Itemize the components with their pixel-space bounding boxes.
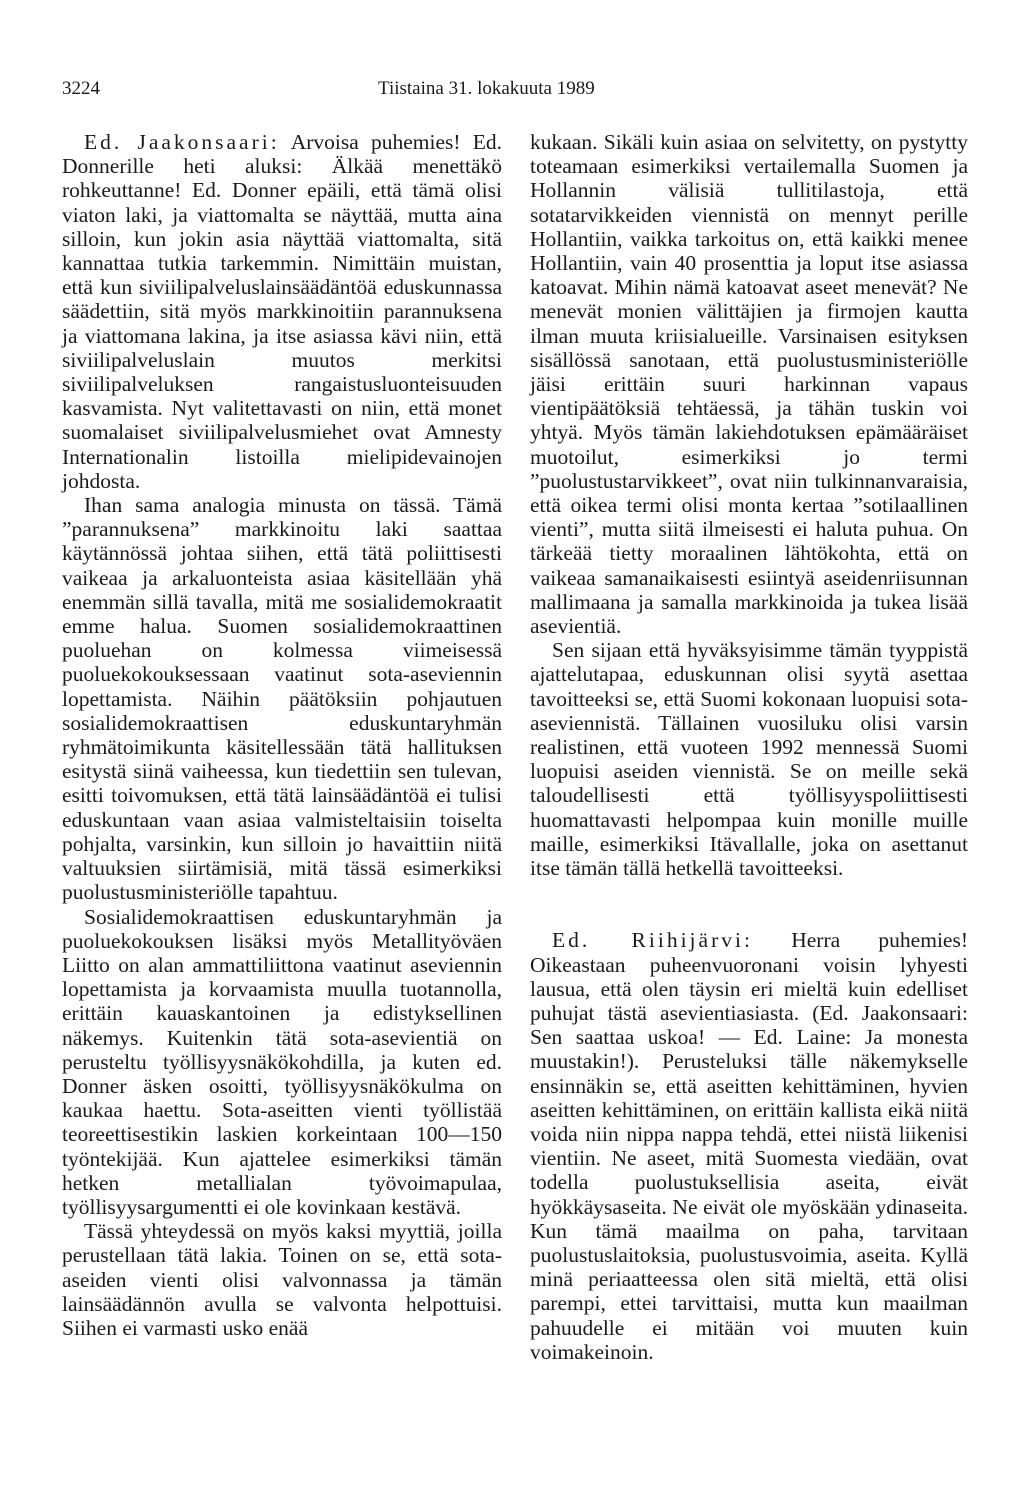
paragraph bbox=[62, 1219, 502, 1340]
paragraph bbox=[530, 638, 968, 880]
speaker-name: Ed. Jaakonsaari: bbox=[84, 130, 280, 154]
paragraph bbox=[62, 130, 502, 493]
page-header-title: Tiistaina 31. lokakuuta 1989 bbox=[378, 78, 595, 99]
paragraph-text: Ihan sama analogia minusta on tässä. Tämä ”parannuksena” markkinoitu laki saattaa käytännössä johtaa siihen, että tätä poliittisesti vaikeaa ja arkaluonteista asiaa käsitellään yhä enemmän sillä tavalla, mitä me sosialidemokraatit emme halua. Suomen sosialidemokraattinen puoluehan on kolmessa viimeisessä puoluekokouksessaan vaatinut sota-aseviennin lopettamista. Näihin päätöksiin pohjautuen sosialidemokraattisen eduskuntaryhmän ryhmätoimikunta käsitellessään tätä hallituksen esitystä siinä vaiheessa, kun tiedettiin sen tulevan, esitti toivomuksen, että tätä lainsäädäntöä ei tulisi eduskuntaan vaan asiaa valmisteltaisiin toiselta pohjalta, varsinkin, kun silloin jo havaittiin niitä valtuuksien siirtämisiä, mitä tässä esimerkiksi puolustusministeriölle tapahtuu. bbox=[62, 493, 502, 905]
page-number: 3224 bbox=[62, 78, 100, 99]
paragraph-text: Herra puhemies! Oikeastaan puheenvuoronani voisin lyhyesti lausua, että olen täysin eri mieltä kuin edelliset puhujat tästä asevientiasiasta. (Ed. Jaakonsaari: Sen saattaa uskoa! — Ed. Laine: Ja monesta muustakin!). Perusteluksi tälle näkemykselle ensinnäkin se, että aseitten kehittäminen, hyvien aseitten kehittäminen, on erittäin kallista eikä niitä voida niin nippa nappa tehdä, ettei niistä liikenisi vientiin. Ne aseet, mitä Suomesta viedään, ovat todella puolustuksellisia aseita, eivät hyökkäysaseita. Ne eivät ole myöskään ydinaseita. Kun tämä maailma on paha, tarvitaan puolustuslaitoksia, puolustusvoimia, aseita. Kyllä minä periaatteessa olen sitä mieltä, että olisi parempi, ettei tarvittaisi, mutta kun maailman pahuudelle ei mitään voi muuten kuin voimakeinoin. bbox=[530, 928, 968, 1364]
paragraph bbox=[530, 928, 968, 1364]
paragraph bbox=[62, 905, 502, 1220]
paragraph bbox=[530, 130, 968, 638]
paragraph-text: kukaan. Sikäli kuin asiaa on selvitetty, on pystytty toteamaan esimerkiksi vertailemalla Suomen ja Hollannin välisiä tullitilastoja, että sotatarvikkeiden viennistä on mennyt perille Hollantiin, vaikka tarkoitus on, että kaikki menee Hollantiin, vain 40 prosenttia ja loput itse asiassa katoavat. Mihin nämä katoavat aseet menevät? Ne menevät monien välittäjien ja firmojen kautta ilman muuta kriisialueille. Varsinaisen esityksen sisällössä sanotaan, että puolustusministeriölle jäisi erittäin suuri harkinnan vapaus vientipäätöksiä tehtäessä, ja tähän tuskin voi yhtyä. Myös tämän lakiehdotuksen epämääräiset muotoilut, esimerkiksi jo termi ”puolustustarvikkeet”, ovat niin tulkinnanvaraisia, että oikea termi olisi monta kertaa ”sotilaallinen vienti”, mutta siitä ilmeisesti ei haluta puhua. On tärkeää tietty moraalinen lähtökohta, että on vaikeaa samanaikaisesti esiintyä aseidenriisunnan mallimaana ja samalla markkinoida ja tukea lisää asevientiä. bbox=[530, 130, 968, 639]
paragraph-text: Tässä yhteydessä on myös kaksi myyttiä, joilla perustellaan tätä lakia. Toinen on se, että sota-aseiden vienti olisi valvonnassa ja tämän lainsäädännön avulla se valvonta helpottuisi. Siihen ei varmasti usko enää bbox=[62, 1219, 502, 1340]
paragraph-text: Arvoisa puhemies! Ed. Donnerille heti aluksi: Älkää menettäkö rohkeuttanne! Ed. Donner epäili, että tämä olisi viaton laki, ja viattomalta se näyttää, mutta aina silloin, kun jokin asia näyttää viattomalta, sitä kannattaa tutkia tarkemmin. Nimittäin muistan, että kun siviilipalveluslainsäädäntöä eduskunnassa säädettiin, sitä myös markkinoitiin parannuksena ja viattomana lakina, ja itse asiassa kävi niin, että siviilipalveluslain muutos merkitsi siviilipalveluksen rangaistusluonteisuuden kasvamista. Nyt valitettavasti on niin, että monet suomalaiset siviilipalvelusmiehet ovat Amnesty Internationalin listoilla mielipidevainojen johdosta. bbox=[62, 130, 502, 493]
left-column bbox=[62, 130, 502, 1340]
right-column bbox=[530, 130, 968, 1364]
paragraph-text: Sosialidemokraattisen eduskuntaryhmän ja puoluekokouksen lisäksi myös Metallityöväen Liitto on alan ammattiliittona vaatinut aseviennin lopettamista ja korvaamista muulla tuotannolla, erittäin kauaskantoinen ja edistyksellinen näkemys. Kuitenkin tätä sota-asevientiä on perusteltu työllisyysnäkökohdilla, ja kuten ed. Donner äsken osoitti, työllisyysnäkökulma on kaukaa haettu. Sota-aseitten vienti työllistää teoreettisestikin laskien korkeintaan 100—150 työntekijää. Kun ajattelee esimerkiksi tämän hetken metallialan työvoimapulaa, työllisyysargumentti ei ole kovinkaan kestävä. bbox=[62, 904, 502, 1219]
paragraph-text: Sen sijaan että hyväksyisimme tämän tyyppistä ajattelutapaa, eduskunnan olisi syytä asettaa tavoitteeksi se, että Suomi kokonaan luopuisi sota-aseviennistä. Tällainen vuosiluku olisi varsin realistinen, että vuoteen 1992 mennessä Suomi luopuisi aseiden viennistä. Se on meille sekä taloudellisesti että työllisyyspoliittisesti huomattavasti helpompaa kuin monille muille maille, esimerkiksi Itävallalle, joka on asettanut itse tämän tällä hetkellä tavoitteeksi. bbox=[530, 638, 968, 881]
speaker-name: Ed. Riihijärvi: bbox=[552, 928, 753, 953]
paragraph bbox=[62, 493, 502, 904]
